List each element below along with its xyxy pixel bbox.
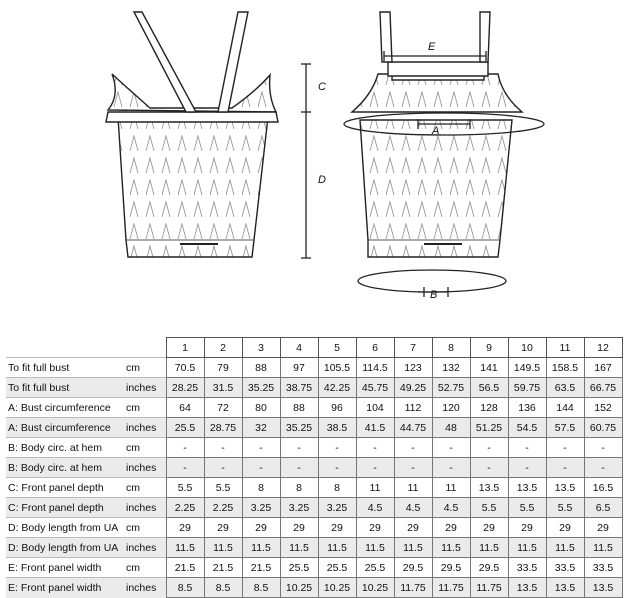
table-cell: 13.5 xyxy=(508,478,546,498)
table-cell: 10.25 xyxy=(356,578,394,598)
table-cell: 3.25 xyxy=(318,498,356,518)
table-cell: - xyxy=(166,438,204,458)
row-unit: inches xyxy=(124,578,166,598)
label-c: C xyxy=(318,81,326,93)
table-cell: 11.5 xyxy=(584,538,622,558)
table-cell: 31.5 xyxy=(204,378,242,398)
table-cell: 114.5 xyxy=(356,358,394,378)
table-cell: 29.5 xyxy=(394,558,432,578)
table-cell: 11.5 xyxy=(242,538,280,558)
table-row xyxy=(6,438,622,458)
table-cell: 29 xyxy=(318,518,356,538)
size-chart-table xyxy=(6,337,623,598)
row-label: E: Front panel width xyxy=(6,578,124,598)
table-cell: - xyxy=(318,438,356,458)
table-row xyxy=(6,578,622,598)
row-label: E: Front panel width xyxy=(6,558,124,578)
table-cell: 29 xyxy=(242,518,280,538)
table-row xyxy=(6,378,622,398)
table-cell: 5.5 xyxy=(470,498,508,518)
table-cell: 112 xyxy=(394,398,432,418)
table-cell: - xyxy=(204,438,242,458)
table-cell: 57.5 xyxy=(546,418,584,438)
table-cell: 49.25 xyxy=(394,378,432,398)
row-unit: cm xyxy=(124,518,166,538)
row-label: C: Front panel depth xyxy=(6,478,124,498)
table-cell: 123 xyxy=(394,358,432,378)
table-cell: 54.5 xyxy=(508,418,546,438)
header-blank-unit xyxy=(124,338,166,358)
table-cell: - xyxy=(584,438,622,458)
table-cell: - xyxy=(280,438,318,458)
table-cell: - xyxy=(356,458,394,478)
table-cell: - xyxy=(394,438,432,458)
table-cell: 11.5 xyxy=(508,538,546,558)
table-cell: - xyxy=(318,458,356,478)
table-cell: 5.5 xyxy=(508,498,546,518)
row-unit: inches xyxy=(124,418,166,438)
table-cell: 29 xyxy=(546,518,584,538)
table-cell: 152 xyxy=(584,398,622,418)
header-blank-label xyxy=(6,338,124,358)
table-cell: 16.5 xyxy=(584,478,622,498)
table-cell: 13.5 xyxy=(584,578,622,598)
table-cell: 120 xyxy=(432,398,470,418)
table-cell: 13.5 xyxy=(546,578,584,598)
size-header-cell: 4 xyxy=(280,338,318,358)
table-cell: 158.5 xyxy=(546,358,584,378)
table-cell: 79 xyxy=(204,358,242,378)
table-row xyxy=(6,398,622,418)
size-header-cell: 5 xyxy=(318,338,356,358)
table-cell: 8 xyxy=(318,478,356,498)
table-row xyxy=(6,498,622,518)
table-cell: 11.75 xyxy=(394,578,432,598)
table-cell: 13.5 xyxy=(470,478,508,498)
table-cell: - xyxy=(470,458,508,478)
row-unit: inches xyxy=(124,458,166,478)
row-unit: cm xyxy=(124,438,166,458)
table-cell: 29 xyxy=(584,518,622,538)
table-row xyxy=(6,558,622,578)
label-d: D xyxy=(318,174,326,186)
table-cell: 128 xyxy=(470,398,508,418)
table-cell: - xyxy=(356,438,394,458)
table-cell: 136 xyxy=(508,398,546,418)
table-cell: 21.5 xyxy=(242,558,280,578)
table-cell: 97 xyxy=(280,358,318,378)
row-unit: cm xyxy=(124,358,166,378)
table-cell: 21.5 xyxy=(204,558,242,578)
row-unit: inches xyxy=(124,538,166,558)
table-cell: 8.5 xyxy=(166,578,204,598)
row-label: A: Bust circumference xyxy=(6,398,124,418)
table-cell: 44.75 xyxy=(394,418,432,438)
table-cell: 11 xyxy=(394,478,432,498)
table-cell: 3.25 xyxy=(242,498,280,518)
measure-c-d xyxy=(301,64,311,258)
table-cell: - xyxy=(432,438,470,458)
table-cell: 29 xyxy=(356,518,394,538)
table-cell: 80 xyxy=(242,398,280,418)
table-cell: 3.25 xyxy=(280,498,318,518)
table-cell: 6.5 xyxy=(584,498,622,518)
row-label: To fit full bust xyxy=(6,358,124,378)
table-cell: 11.5 xyxy=(204,538,242,558)
size-header-cell: 8 xyxy=(432,338,470,358)
table-row xyxy=(6,358,622,378)
table-cell: 105.5 xyxy=(318,358,356,378)
table-cell: 32 xyxy=(242,418,280,438)
table-cell: 70.5 xyxy=(166,358,204,378)
table-cell: - xyxy=(166,458,204,478)
row-label: D: Body length from UA xyxy=(6,518,124,538)
table-cell: 59.75 xyxy=(508,378,546,398)
table-cell: 11.5 xyxy=(470,538,508,558)
table-row xyxy=(6,538,622,558)
table-cell: - xyxy=(280,458,318,478)
table-cell: 35.25 xyxy=(242,378,280,398)
table-cell: 104 xyxy=(356,398,394,418)
table-cell: - xyxy=(432,458,470,478)
row-unit: cm xyxy=(124,558,166,578)
row-label: D: Body length from UA xyxy=(6,538,124,558)
table-cell: 64 xyxy=(166,398,204,418)
table-cell: 10.25 xyxy=(280,578,318,598)
table-cell: 35.25 xyxy=(280,418,318,438)
table-cell: 51.25 xyxy=(470,418,508,438)
table-cell: 13.5 xyxy=(546,478,584,498)
table-cell: 29 xyxy=(394,518,432,538)
table-cell: 11.5 xyxy=(166,538,204,558)
label-e: E xyxy=(428,41,436,53)
size-header-cell: 6 xyxy=(356,338,394,358)
table-cell: 29 xyxy=(470,518,508,538)
table-row xyxy=(6,458,622,478)
table-cell: 11 xyxy=(432,478,470,498)
table-cell: 21.5 xyxy=(166,558,204,578)
table-cell: 11.75 xyxy=(432,578,470,598)
table-cell: 45.75 xyxy=(356,378,394,398)
table-cell: 11.5 xyxy=(432,538,470,558)
table-cell: 25.5 xyxy=(280,558,318,578)
table-cell: - xyxy=(546,438,584,458)
table-cell: 28.75 xyxy=(204,418,242,438)
size-header-cell: 12 xyxy=(584,338,622,358)
table-cell: 144 xyxy=(546,398,584,418)
table-cell: 88 xyxy=(242,358,280,378)
table-cell: 29 xyxy=(508,518,546,538)
table-cell: 11.75 xyxy=(470,578,508,598)
table-cell: - xyxy=(470,438,508,458)
table-cell: 56.5 xyxy=(470,378,508,398)
table-cell: 2.25 xyxy=(204,498,242,518)
table-cell: - xyxy=(508,438,546,458)
row-label: B: Body circ. at hem xyxy=(6,438,124,458)
table-cell: 5.5 xyxy=(166,478,204,498)
table-cell: 66.75 xyxy=(584,378,622,398)
table-cell: 11.5 xyxy=(356,538,394,558)
table-cell: 25.5 xyxy=(356,558,394,578)
table-row xyxy=(6,518,622,538)
table-cell: 96 xyxy=(318,398,356,418)
table-cell: - xyxy=(394,458,432,478)
row-unit: inches xyxy=(124,378,166,398)
table-cell: 28.25 xyxy=(166,378,204,398)
size-header-cell: 7 xyxy=(394,338,432,358)
table-cell: 25.5 xyxy=(166,418,204,438)
table-cell: - xyxy=(508,458,546,478)
table-cell: 4.5 xyxy=(394,498,432,518)
table-cell: 11.5 xyxy=(280,538,318,558)
table-cell: 29 xyxy=(432,518,470,538)
table-cell: 11.5 xyxy=(546,538,584,558)
row-unit: cm xyxy=(124,398,166,418)
table-cell: 38.75 xyxy=(280,378,318,398)
label-b: B xyxy=(430,289,438,301)
table-cell: 88 xyxy=(280,398,318,418)
table-cell: 11.5 xyxy=(394,538,432,558)
table-cell: 5.5 xyxy=(546,498,584,518)
table-cell: - xyxy=(242,458,280,478)
table-cell: 132 xyxy=(432,358,470,378)
size-header-cell: 2 xyxy=(204,338,242,358)
table-cell: 41.5 xyxy=(356,418,394,438)
table-cell: 13.5 xyxy=(508,578,546,598)
table-cell: 5.5 xyxy=(204,478,242,498)
table-cell: 29.5 xyxy=(432,558,470,578)
table-cell: 52.75 xyxy=(432,378,470,398)
table-cell: 11.5 xyxy=(318,538,356,558)
size-header-cell: 3 xyxy=(242,338,280,358)
table-row xyxy=(6,478,622,498)
table-cell: 8 xyxy=(280,478,318,498)
label-a: A xyxy=(432,125,440,137)
row-label: To fit full bust xyxy=(6,378,124,398)
table-cell: 29.5 xyxy=(470,558,508,578)
table-cell: 72 xyxy=(204,398,242,418)
table-cell: 141 xyxy=(470,358,508,378)
size-header-cell: 9 xyxy=(470,338,508,358)
table-cell: 33.5 xyxy=(584,558,622,578)
table-cell: 42.25 xyxy=(318,378,356,398)
table-cell: 11 xyxy=(356,478,394,498)
back-view-drawing xyxy=(106,12,278,257)
table-cell: 149.5 xyxy=(508,358,546,378)
table-cell: 8 xyxy=(242,478,280,498)
table-cell: 167 xyxy=(584,358,622,378)
size-header-cell: 11 xyxy=(546,338,584,358)
table-cell: 8.5 xyxy=(204,578,242,598)
table-cell: 25.5 xyxy=(318,558,356,578)
table-cell: 8.5 xyxy=(242,578,280,598)
table-cell: 2.25 xyxy=(166,498,204,518)
table-cell: - xyxy=(584,458,622,478)
table-cell: 4.5 xyxy=(432,498,470,518)
row-label: B: Body circ. at hem xyxy=(6,458,124,478)
size-header-cell: 1 xyxy=(166,338,204,358)
table-cell: 4.5 xyxy=(356,498,394,518)
table-cell: 63.5 xyxy=(546,378,584,398)
table-cell: 38.5 xyxy=(318,418,356,438)
table-cell: 29 xyxy=(204,518,242,538)
table-cell: 29 xyxy=(280,518,318,538)
table-cell: - xyxy=(204,458,242,478)
table-cell: 10.25 xyxy=(318,578,356,598)
row-label: A: Bust circumference xyxy=(6,418,124,438)
table-cell: 48 xyxy=(432,418,470,438)
table-cell: 33.5 xyxy=(508,558,546,578)
table-cell: 29 xyxy=(166,518,204,538)
table-cell: 33.5 xyxy=(546,558,584,578)
table-row xyxy=(6,418,622,438)
row-unit: cm xyxy=(124,478,166,498)
table-cell: 60.75 xyxy=(584,418,622,438)
table-cell: - xyxy=(546,458,584,478)
table-cell: - xyxy=(242,438,280,458)
row-label: C: Front panel depth xyxy=(6,498,124,518)
row-unit: inches xyxy=(124,498,166,518)
size-header-cell: 10 xyxy=(508,338,546,358)
size-header-row xyxy=(6,338,622,358)
